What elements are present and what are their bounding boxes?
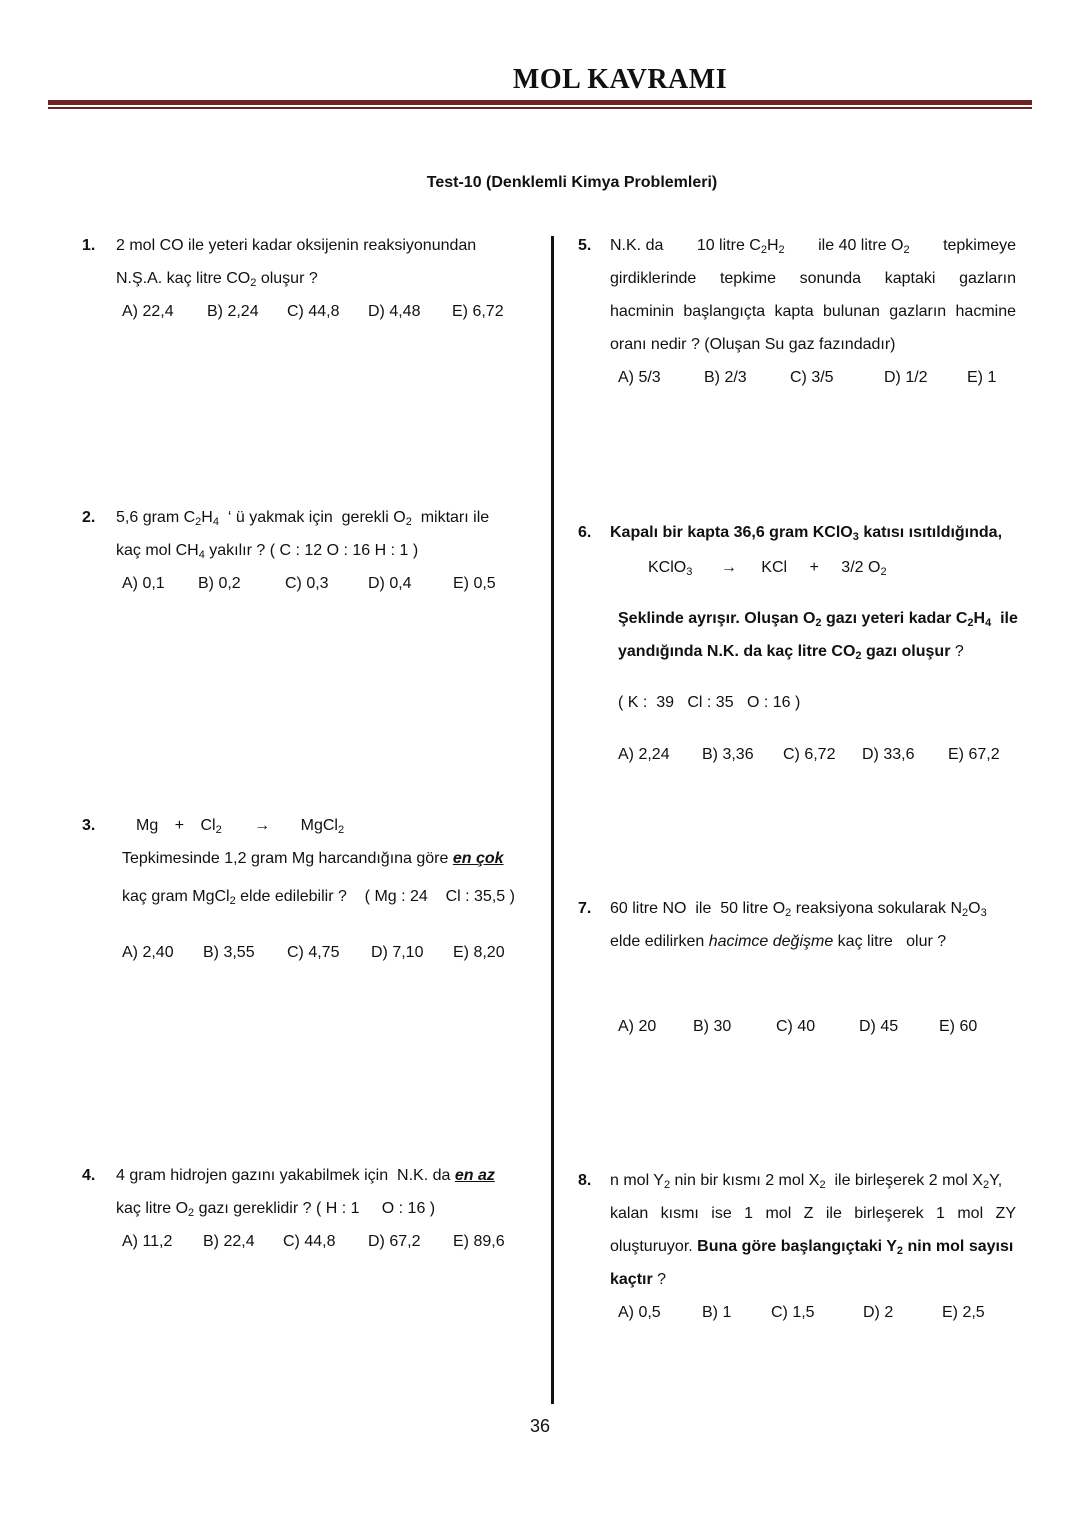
question-text-line: hacminin başlangıçta kapta bulunan gazların hacmine: [610, 303, 1016, 320]
option-c: C) 4,75: [287, 944, 340, 961]
question-text-line: 5,6 gram $C_2H_4$ ‘ ü yakmak için gerekli $O_2$ miktarı ile: [116, 509, 490, 528]
option-c: C) 44,8: [283, 1233, 336, 1250]
question-text-line: N.K. da 10 litre $C_2H_2$ ile 40 litre $O_2$ tepkimeye: [610, 237, 1016, 256]
option-a: A) 0,5: [618, 1304, 661, 1321]
question-text-line: N.Ş.A. kaç litre $CO_2$ oluşur ?: [116, 270, 318, 289]
option-b: B) 2,24: [207, 303, 259, 320]
question-text-line: n mol $Y_2$ nin bir kısmı 2 mol $X_2$ ile birleşerek 2 mol $X_2Y$,: [610, 1172, 1003, 1191]
header-rule-thick: [48, 100, 1032, 105]
option-e: E) 67,2: [948, 746, 1000, 763]
column-divider: [551, 236, 554, 1404]
option-a: A) 20: [618, 1018, 657, 1035]
option-e: E) 60: [939, 1018, 978, 1035]
question-text-line: kalan kısmı ise 1 mol Z ile birleşerek 1 mol ZY: [610, 1205, 1016, 1222]
reaction-equation: KClO$_3$ → KCl + 3/2 $O_2$: [648, 559, 887, 578]
option-c: C) 1,5: [771, 1304, 815, 1321]
question-text-line: oranı nedir ? (Oluşan Su gaz fazındadır): [610, 336, 896, 353]
question-text-line: Tepkimesinde 1,2 gram Mg harcandığına göre en çok: [122, 850, 504, 867]
question-text-line: Şeklinde ayrışır. Oluşan $O_2$ gazı yeteri kadar $C_2H_4$ ile: [618, 610, 1018, 629]
question-6: [578, 524, 1018, 774]
question-number: 5.: [578, 237, 592, 254]
question-number: 8.: [578, 1172, 592, 1189]
question-5: [578, 237, 1016, 397]
question-text-line: kaç gram MgCl$_2$ elde edilebilir ? ( Mg : 24 Cl : 35,5 ): [122, 888, 515, 907]
option-e: E) 1: [967, 369, 997, 386]
option-c: C) 44,8: [287, 303, 340, 320]
option-e: E) 8,20: [453, 944, 505, 961]
question-7: [578, 900, 1018, 1050]
question-number: 4.: [82, 1167, 96, 1184]
question-2: [82, 509, 520, 609]
question-text-line: elde edilirken hacimce değişme kaç litre olur ?: [610, 933, 947, 950]
header-rule-thin: [48, 107, 1032, 109]
question-text-line: girdiklerinde tepkime sonunda kaptaki gazların: [610, 270, 1016, 287]
option-d: D) 0,4: [368, 575, 412, 592]
question-number: 7.: [578, 900, 592, 917]
question-text-line: 4 gram hidrojen gazını yakabilmek için N.K. da en az: [116, 1167, 495, 1184]
option-a: A) 5/3: [618, 369, 661, 386]
page-number: 36: [529, 1416, 551, 1436]
option-d: D) 45: [859, 1018, 899, 1035]
test-subtitle: Test-10 (Denklemli Kimya Problemleri): [426, 174, 718, 191]
option-e: E) 6,72: [452, 303, 504, 320]
option-d: D) 1/2: [884, 369, 928, 386]
option-c: C) 40: [776, 1018, 816, 1035]
option-e: E) 2,5: [942, 1304, 985, 1321]
option-a: A) 0,1: [122, 575, 165, 592]
question-text-line: kaç mol $CH_4$ yakılır ? ( C : 12 O : 16 H : 1 ): [116, 542, 419, 561]
question-number: 6.: [578, 524, 592, 541]
option-a: A) 2,40: [122, 944, 174, 961]
option-b: B) 3,55: [203, 944, 255, 961]
option-e: E) 0,5: [453, 575, 496, 592]
option-b: B) 0,2: [198, 575, 241, 592]
question-text-line: oluşturuyor. Buna göre başlangıçtaki $Y_2$ nin mol sayısı: [610, 1238, 1014, 1257]
reaction-equation: $Mg + Cl_2$ → MgCl$_2$: [136, 817, 345, 836]
option-d: D) 7,10: [371, 944, 424, 961]
option-d: D) 67,2: [368, 1233, 421, 1250]
option-d: D) 2: [863, 1304, 894, 1321]
option-b: B) 30: [693, 1018, 732, 1035]
question-text-line: 2 mol CO ile yeteri kadar oksijenin reaksiyonundan: [116, 237, 477, 254]
question-8: [578, 1172, 1018, 1342]
option-e: E) 89,6: [453, 1233, 505, 1250]
atomic-masses: ( K : 39 Cl : 35 O : 16 ): [618, 694, 801, 711]
option-b: B) 22,4: [203, 1233, 255, 1250]
question-4: [82, 1167, 522, 1267]
option-c: C) 6,72: [783, 746, 836, 763]
question-number: 3.: [82, 817, 96, 834]
question-3: [82, 817, 522, 977]
question-number: 2.: [82, 509, 96, 526]
option-d: D) 33,6: [862, 746, 915, 763]
option-b: B) 2/3: [704, 369, 747, 386]
question-text-line: yandığında N.K. da kaç litre $CO_2$ gazı oluşur ?: [618, 643, 964, 662]
option-d: D) 4,48: [368, 303, 421, 320]
question-text-line: kaç litre $O_2$ gazı gereklidir ? ( H : 1 O : 16 ): [116, 1200, 436, 1219]
option-a: A) 22,4: [122, 303, 174, 320]
question-text-line: 60 litre NO ile 50 litre $O_2$ reaksiyona sokularak $N_2O_3$: [610, 900, 987, 919]
option-c: C) 0,3: [285, 575, 329, 592]
option-c: C) 3/5: [790, 369, 834, 386]
option-a: A) 2,24: [618, 746, 670, 763]
question-text-line: Kapalı bir kapta 36,6 gram KClO$_3$ katısı ısıtıldığında,: [610, 524, 1003, 543]
option-b: B) 1: [702, 1304, 732, 1321]
option-a: A) 11,2: [122, 1233, 173, 1250]
page-title: MOL KAVRAMI: [512, 64, 728, 95]
option-b: B) 3,36: [702, 746, 754, 763]
question-1: [82, 237, 520, 337]
question-number: 1.: [82, 237, 96, 254]
question-text-line: kaçtır ?: [610, 1271, 667, 1288]
